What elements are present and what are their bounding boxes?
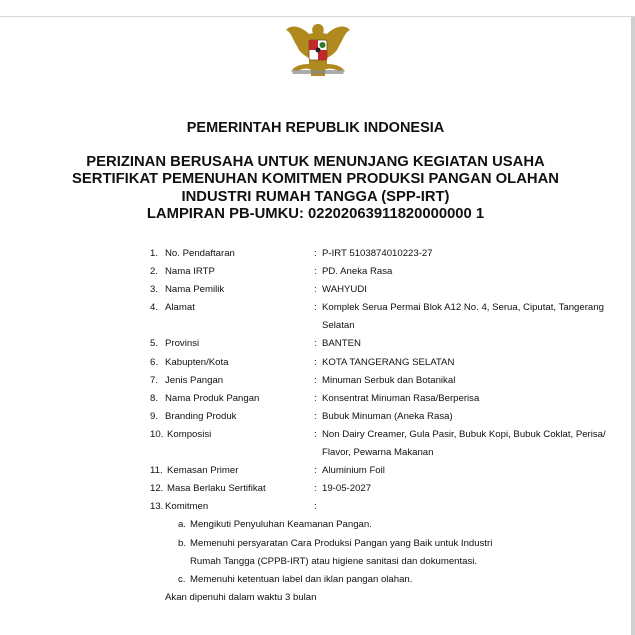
commitment-text: Mengikuti Penyuluhan Keamanan Pangan. [190,519,372,531]
field-number: 3. [150,284,159,296]
field-colon: : [314,374,317,386]
commitment-item [0,516,631,534]
field-number: 2. [150,266,159,278]
commitment-letter: a. [178,519,187,531]
field-value [322,498,617,516]
title-line: INDUSTRI RUMAH TANGGA (SPP-IRT) [181,188,450,205]
field-number: 5. [150,338,159,350]
field-row [0,263,631,281]
field-value: WAHYUDI [322,284,367,296]
title-line-pb-umku: LAMPIRAN PB-UMKU: 02202063911820000000 1 [146,206,485,223]
field-value: Minuman Serbuk dan Botanikal [322,374,456,386]
title-line: SERTIFIKAT PEMENUHAN KOMITMEN PRODUKSI PANGAN OLAHAN [72,171,559,188]
field-number: 13. [150,501,164,513]
field-row [0,498,631,516]
field-number: 10. [150,428,164,440]
field-value: 19-05-2027 [322,483,372,495]
field-row [0,299,631,335]
field-row [0,426,631,462]
field-colon: : [314,483,317,495]
field-number: 6. [150,356,159,368]
field-label: Masa Berlaku Sertifikat [167,483,266,495]
field-colon: : [314,302,317,314]
field-row [0,335,631,353]
field-number: 4. [150,302,159,314]
field-label: Alamat [165,302,195,314]
field-colon: : [314,410,317,422]
field-colon: : [314,284,317,296]
scrollbar[interactable] [631,17,635,635]
commitment-text: Memenuhi persyaratan Cara Produksi Pangan yang Baik untuk Industri Rumah Tangga (CPPB-IRT) atau higiene sanitasi dan dokumentasi. [190,537,493,567]
commitment-item [0,571,631,589]
document-title [0,154,631,224]
field-label: Nama Produk Pangan [165,392,260,404]
field-value: Komplek Serua Permai Blok A12 No. 4, Serua, Ciputat, Tangerang Selatan [322,302,604,332]
field-number: 9. [150,410,159,422]
field-value: Konsentrat Minuman Rasa/Berperisa [322,392,480,404]
field-label: Nama IRTP [165,266,215,278]
field-label: Komitmen [165,501,209,513]
field-colon: : [314,356,317,368]
field-number: 7. [150,374,159,386]
commitment-item [0,535,631,571]
viewer-top-border [0,16,635,17]
field-row [0,372,631,390]
field-label: Kemasan Primer [167,465,239,477]
field-number: 11. [150,465,163,477]
field-label: Branding Produk [165,410,237,422]
field-value: Non Dairy Creamer, Gula Pasir, Bubuk Kopi, Bubuk Coklat, Perisa/ Flavor, Pewarna Makanan [322,428,606,459]
field-row [0,462,631,480]
fulfillment-note: Akan dipenuhi dalam waktu 3 bulan [165,591,317,603]
field-number: 8. [150,392,159,404]
field-row [0,245,631,263]
field-row [0,281,631,299]
field-label: Komposisi [167,428,212,440]
note-row [0,589,631,607]
field-label: Provinsi [165,338,200,350]
field-row [0,390,631,408]
field-number: 12. [150,483,164,495]
field-colon: : [314,465,317,477]
certificate-fields [0,245,631,607]
field-row [0,354,631,372]
field-label: Jenis Pangan [165,374,224,386]
field-value: P-IRT 5103874010223-27 [322,248,433,259]
field-colon: : [314,501,317,513]
field-value: Bubuk Minuman (Aneka Rasa) [322,410,453,422]
government-heading: PEMERINTAH REPUBLIK INDONESIA [186,120,445,136]
title-line: PERIZINAN BERUSAHA UNTUK MENUNJANG KEGIATAN USAHA [86,154,545,170]
commitment-letter: c. [178,573,186,585]
field-colon: : [314,266,317,278]
field-label: Kabupten/Kota [165,356,229,368]
commitment-text: Memenuhi ketentuan label dan iklan pangan olahan. [190,573,413,585]
field-value: PD. Aneka Rasa [322,266,393,278]
field-row [0,480,631,498]
field-number: 1. [150,248,159,259]
field-value: KOTA TANGERANG SELATAN [322,356,455,368]
garuda-emblem-icon [283,20,353,82]
field-value: Aluminium Foil [322,465,385,477]
field-label: Nama Pemilik [165,284,225,296]
field-colon: : [314,428,317,440]
field-label: No. Pendaftaran [165,248,235,259]
field-value: BANTEN [322,338,361,350]
commitment-letter: b. [178,537,187,549]
field-row [0,408,631,426]
field-colon: : [314,392,317,404]
field-colon: : [314,248,317,259]
field-colon: : [314,338,317,350]
